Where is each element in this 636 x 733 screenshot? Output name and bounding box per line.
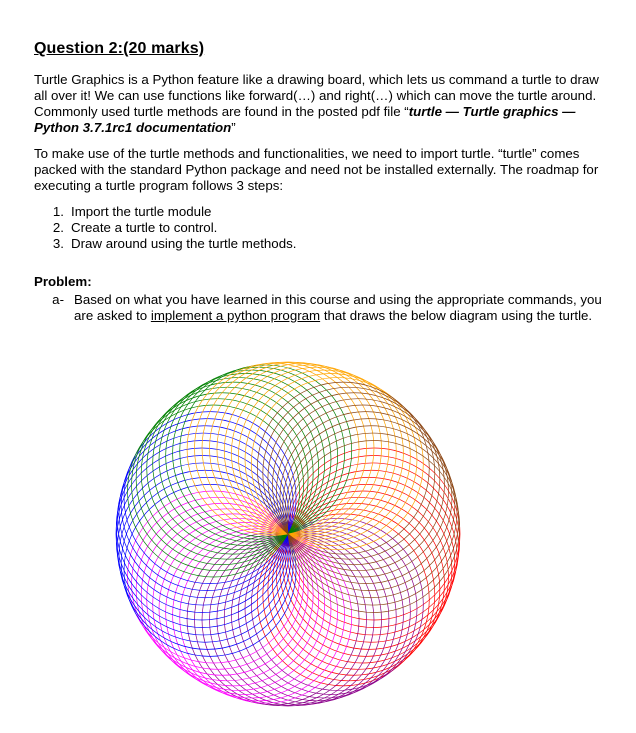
step-number: 3.	[52, 236, 64, 251]
intro-text-1: Turtle Graphics is a Python feature like a drawing board, which lets us command a turtle to draw all over it! We can use functions like forward(…) and right(…) which can move the turtle around. Commonly used turtle methods are found in the posted pdf file “	[34, 72, 599, 119]
step-text: Draw around using the turtle methods.	[71, 236, 297, 251]
steps-list	[34, 204, 606, 252]
problem-marker: a-	[52, 292, 64, 307]
problem-item	[34, 292, 606, 324]
problem-text	[74, 292, 606, 324]
step-item	[34, 236, 606, 252]
problem-text-2: that draws the below diagram using the turtle.	[320, 308, 593, 323]
step-number: 2.	[52, 220, 64, 235]
intro-paragraph	[34, 72, 606, 136]
document-page	[34, 40, 606, 324]
step-number: 1.	[52, 204, 64, 219]
problem-text-1: Based on what you have learned in this course and using the appropriate commands, you are asked to	[74, 292, 602, 323]
step-item	[34, 204, 606, 220]
implement-phrase: implement a python program	[150, 308, 321, 323]
question-title: Question 2:(20 marks)	[34, 40, 205, 57]
problem-label: Problem:	[34, 274, 92, 289]
step-text: Create a turtle to control.	[71, 220, 218, 235]
intro-text-2: ”	[231, 120, 236, 135]
step-item	[34, 220, 606, 236]
import-paragraph: To make use of the turtle methods and functionalities, we need to import turtle. “turtle” comes packed with the standard Python package and need not be installed externally. The roadmap for executing a turtle program follows 3 steps:	[34, 146, 599, 193]
spirograph-diagram	[110, 352, 466, 714]
documentation-reference: turtle — Turtle graphics — Python 3.7.1rc1 documentation	[34, 104, 576, 135]
step-text: Import the turtle module	[71, 204, 212, 219]
